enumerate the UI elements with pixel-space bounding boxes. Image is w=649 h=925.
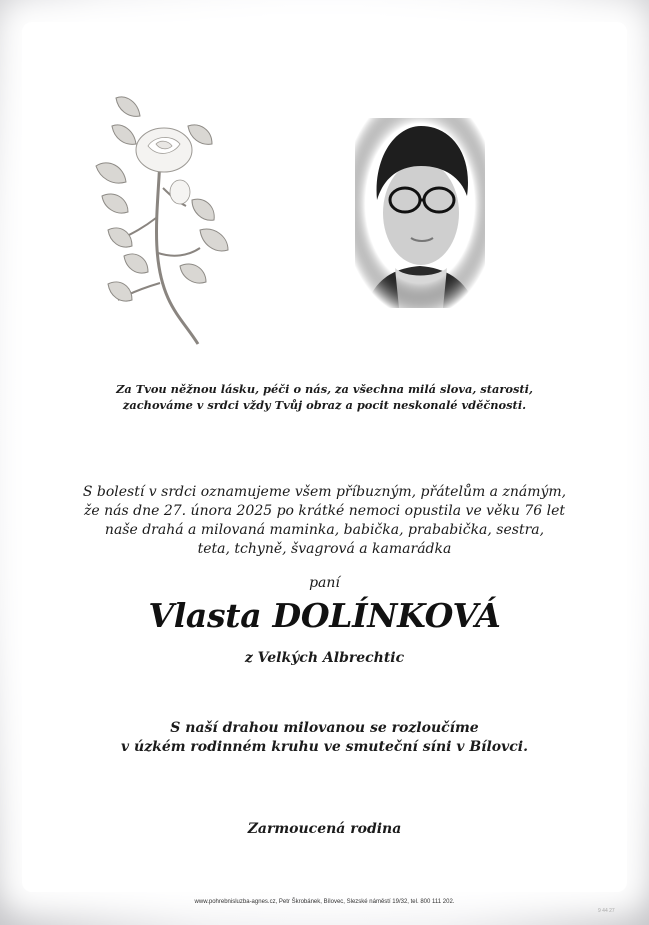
- farewell-line: S naší drahou milovanou se rozloučíme: [170, 720, 479, 736]
- farewell-text: [0, 719, 649, 757]
- memorial-quote: [0, 381, 649, 413]
- funeral-service-footer: www.pohrebnisluzba-agnes.cz, Petr Škrobánek, Bílovec, Slezské náměstí 19/32, tel. 800 111 202.: [194, 899, 455, 905]
- farewell-line: v úzkém rodinném kruhu ve smuteční síni v Bílovci.: [121, 739, 528, 755]
- announcement-line: teta, tchyně, švagrová a kamarádka: [197, 541, 452, 557]
- family-signature: Zarmoucená rodina: [247, 821, 402, 837]
- portrait-photo: [355, 118, 485, 308]
- document-code: 9 44 27: [598, 908, 615, 914]
- announcement-line: že nás dne 27. února 2025 po krátké nemoci opustila ve věku 76 let: [84, 503, 565, 519]
- announcement-line: S bolestí v srdci oznamujeme všem příbuzným, přátelům a známým,: [82, 484, 567, 500]
- quote-line: zachováme v srdci vždy Tvůj obraz a pocit neskonalé vděčnosti.: [122, 398, 527, 412]
- title-prefix: paní: [309, 575, 340, 591]
- announcement-line: naše drahá a milovaná maminka, babička, prababička, sestra,: [104, 522, 545, 538]
- deceased-name: Vlasta DOLÍNKOVÁ: [148, 596, 501, 635]
- origin-place: z Velkých Albrechtic: [244, 650, 405, 666]
- announcement-text: [0, 483, 649, 559]
- rose-illustration: [88, 88, 238, 350]
- quote-line: Za Tvou něžnou lásku, péči o nás, za všechna milá slova, starosti,: [116, 382, 533, 396]
